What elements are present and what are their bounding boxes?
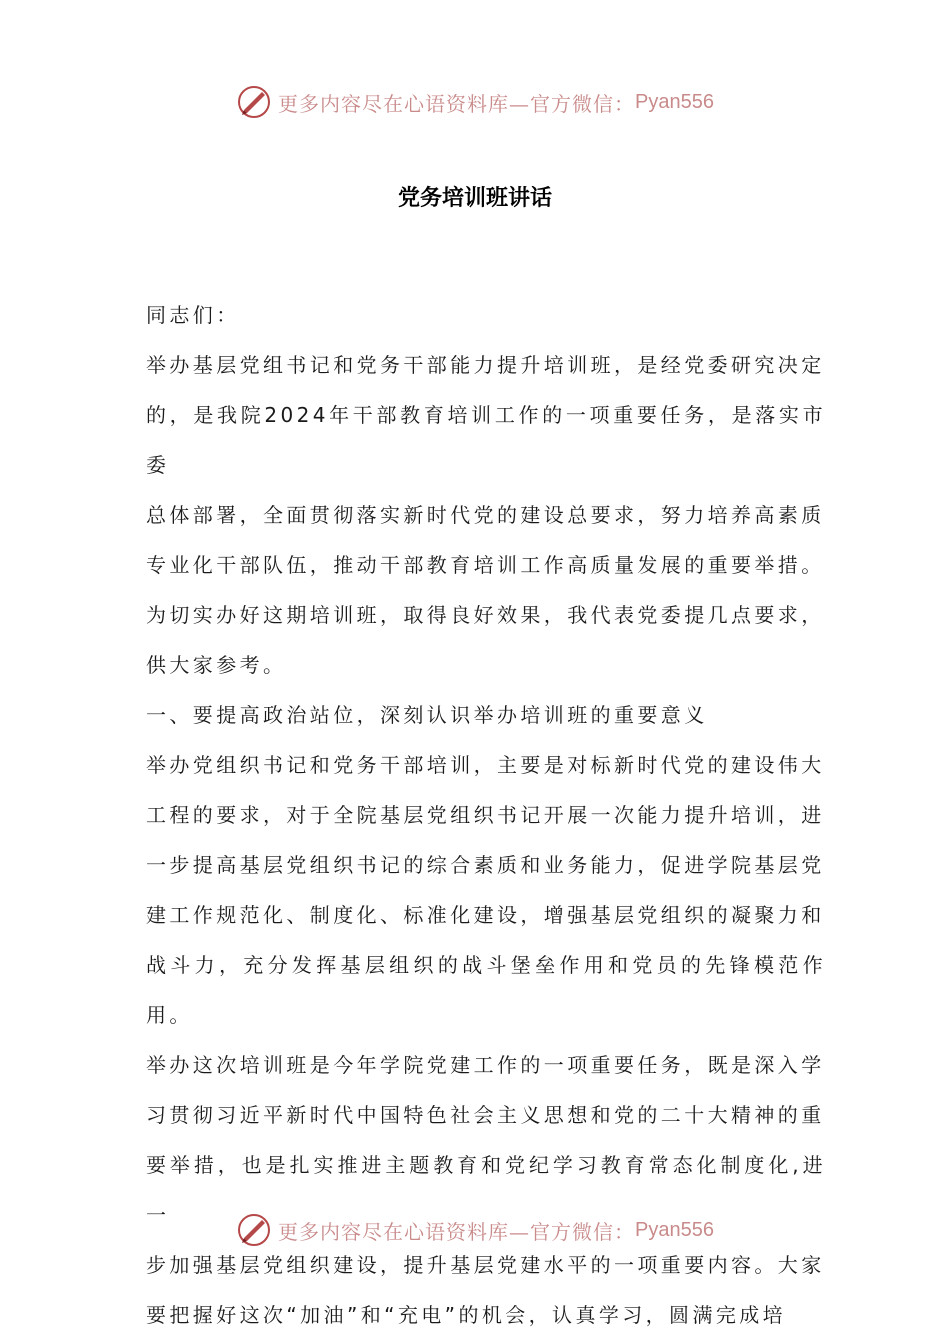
pen-logo-icon [236,1212,272,1248]
paragraph-line: 的，是我院2024年干部教育培训工作的一项重要任务，是落实市委 [146,403,826,477]
paragraph-line: 习贯彻习近平新时代中国特色社会主义思想和党的二十大精神的重 [146,1103,825,1127]
page-title: 党务培训班讲话 [397,185,552,211]
paragraph-line: 一步提高基层党组织书记的综合素质和业务能力，促进学院基层党 [146,853,825,877]
banner-text: 更多内容尽在心语资料库—官方微信： [278,91,636,116]
paragraph-line: 专业化干部队伍，推动干部教育培训工作高质量发展的重要举措。 [146,553,825,577]
paragraph-line: 举办这次培训班是今年学院党建工作的一项重要任务，既是深入学 [146,1053,825,1077]
header-watermark-banner [0,82,950,122]
banner-wechat-id: Pyan556 [635,90,714,113]
paragraph-line: 工程的要求，对于全院基层党组织书记开展一次能力提升培训，进 [146,803,825,827]
paragraph-line: 举办基层党组书记和党务干部能力提升培训班，是经党委研究决定 [146,353,825,377]
paragraph-line: 要把握好这次“加油”和“充电”的机会，认真学习，圆满完成培 [146,1303,787,1327]
banner-wechat-id: Pyan556 [635,1218,714,1241]
paragraph-line: 建工作规范化、制度化、标准化建设，增强基层党组织的凝聚力和 [146,903,825,927]
paragraph-line: 步加强基层党组织建设，提升基层党建水平的一项重要内容。大家 [146,1253,825,1277]
paragraph-line: 要举措，也是扎实推进主题教育和党纪学习教育常态化制度化,进一 [146,1153,826,1227]
paragraph-line: 为切实办好这期培训班，取得良好效果，我代表党委提几点要求， [146,603,825,627]
banner-text: 更多内容尽在心语资料库—官方微信： [278,1219,636,1244]
footer-watermark-banner [0,1210,950,1250]
paragraph-line: 举办党组织书记和党务干部培训，主要是对标新时代党的建设伟大 [146,753,825,777]
document-body [146,290,826,1340]
salutation-line: 同志们： [146,303,240,327]
paragraph-line: 战斗力，充分发挥基层组织的战斗堡垒作用和党员的先锋模范作用。 [146,953,826,1027]
paragraph-line: 总体部署，全面贯彻落实新时代党的建设总要求，努力培养高素质 [146,503,825,527]
pen-logo-icon [236,84,272,120]
paragraph-line: 供大家参考。 [146,653,287,677]
section-heading: 一、要提高政治站位，深刻认识举办培训班的重要意义 [146,703,708,727]
